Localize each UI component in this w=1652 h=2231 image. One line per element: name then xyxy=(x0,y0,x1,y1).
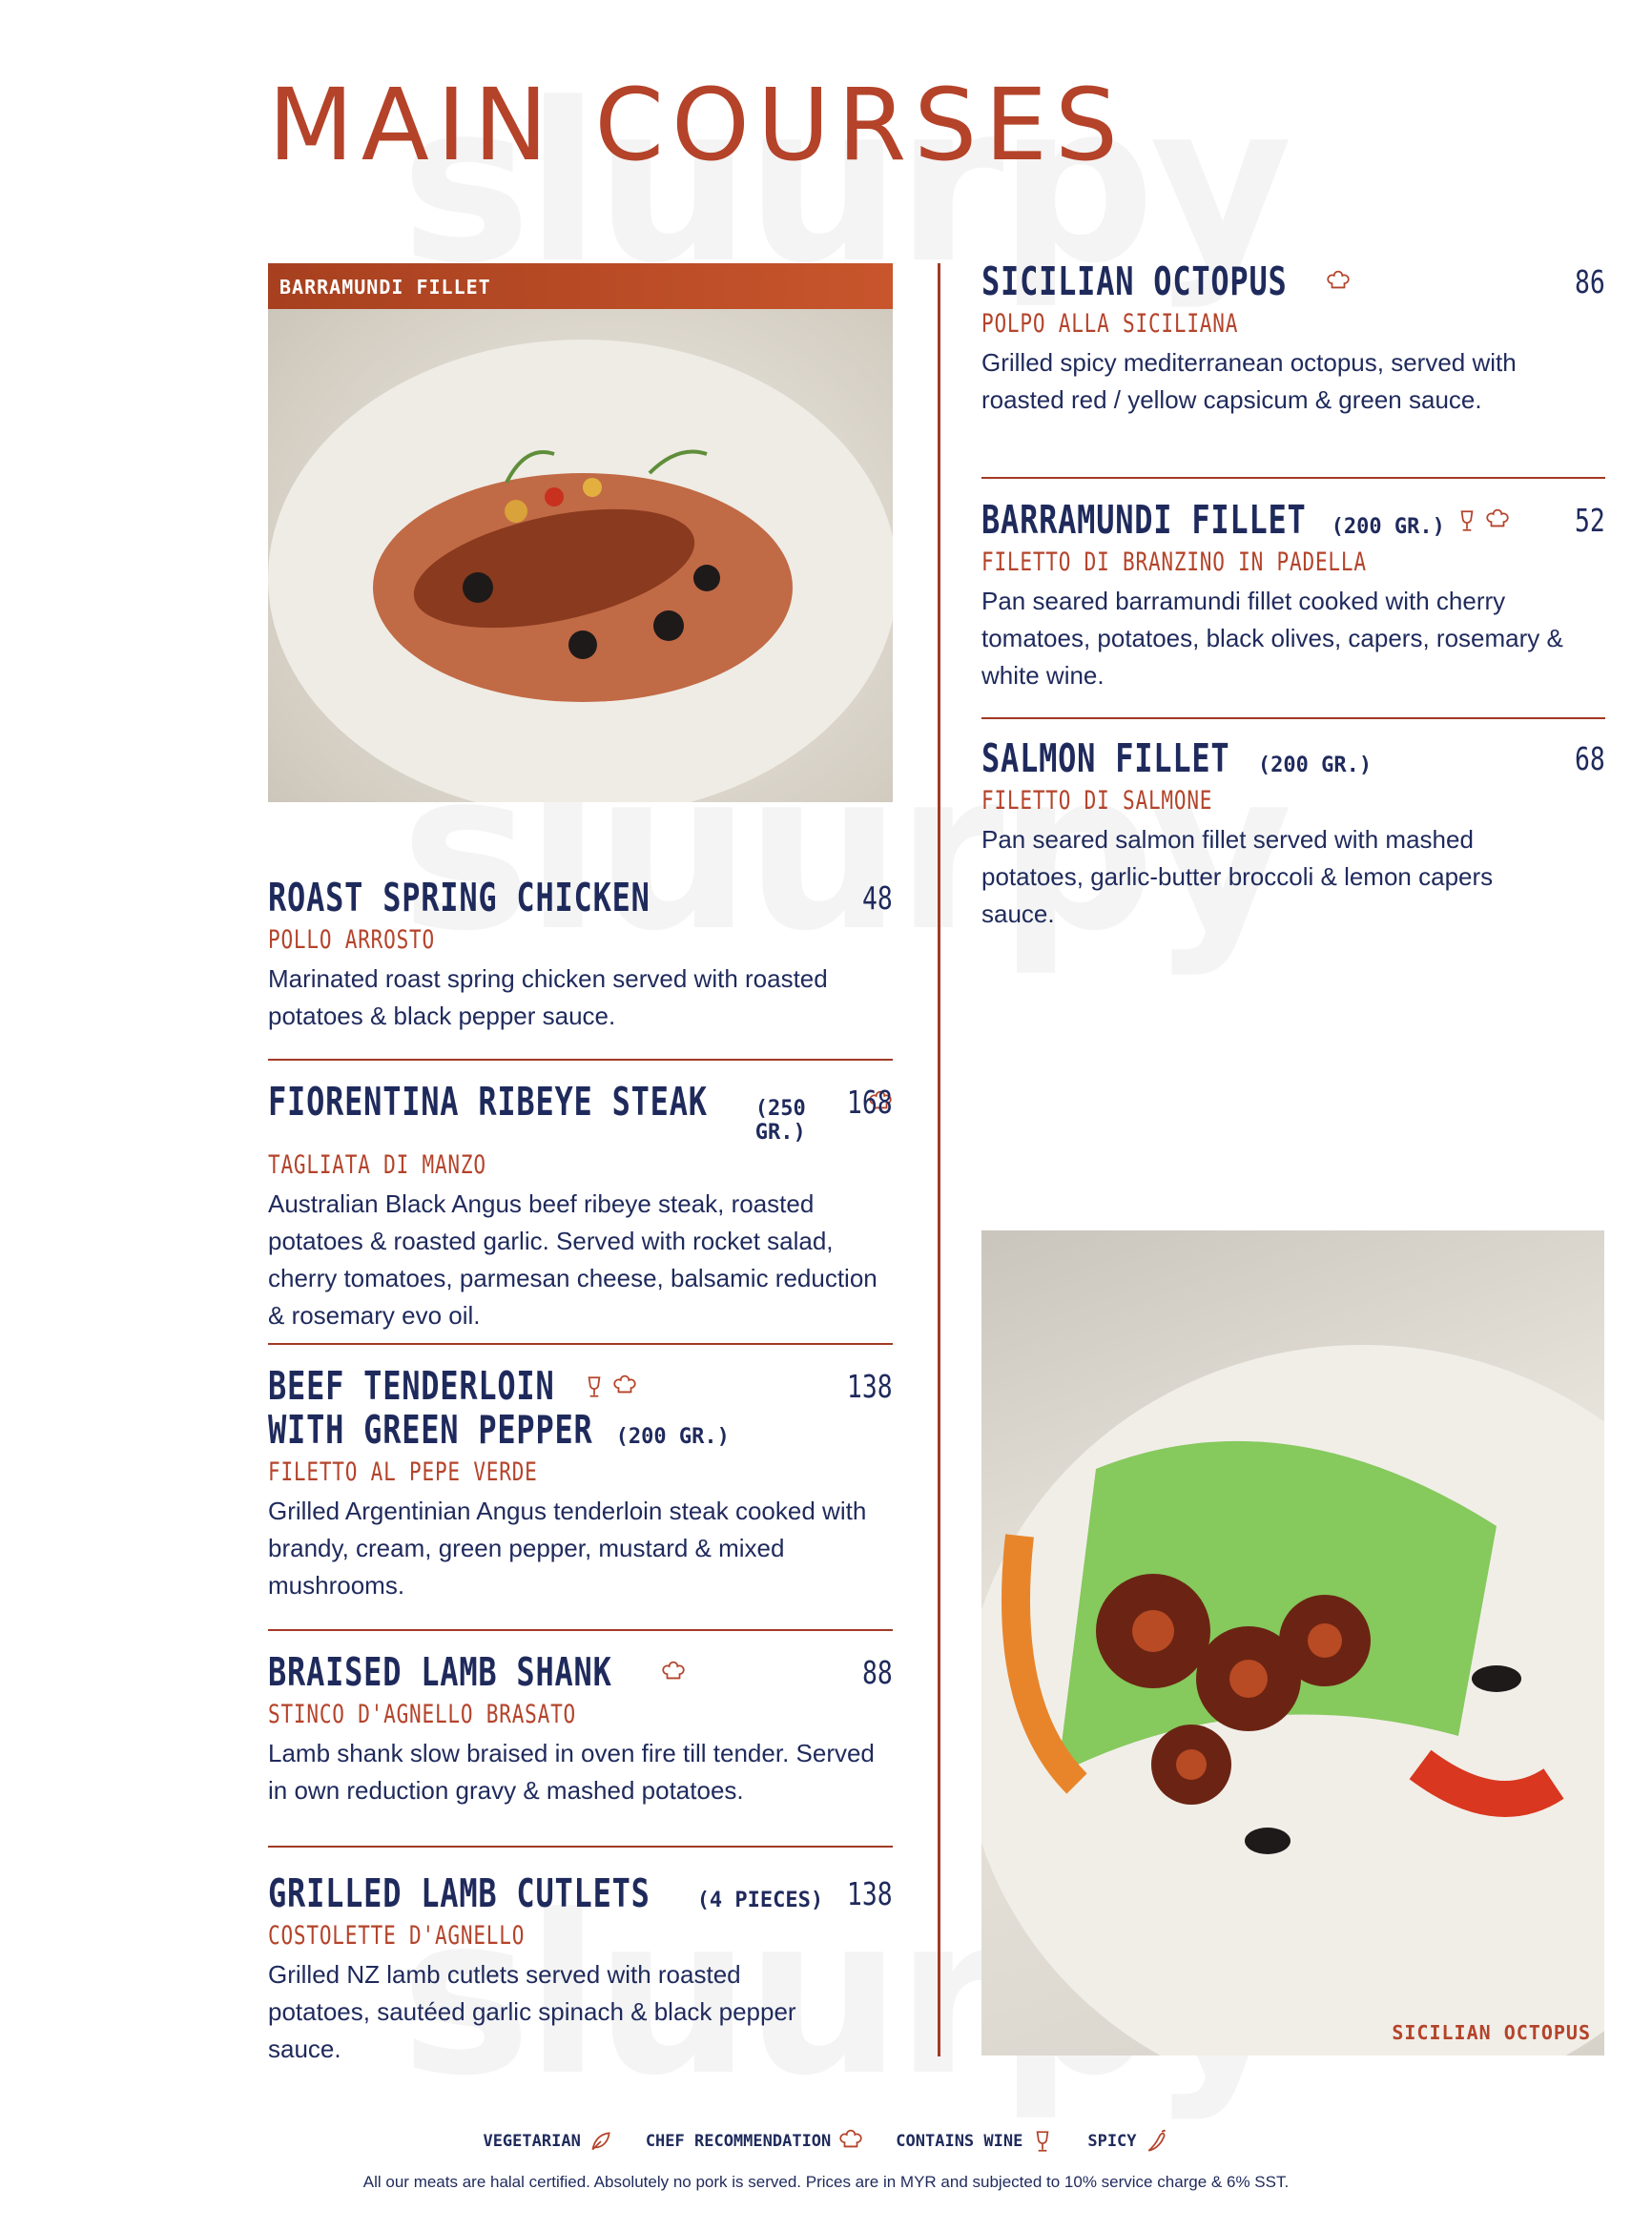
wine-glass-icon xyxy=(582,1374,607,1399)
item-name-line2: WITH GREEN PEPPER xyxy=(268,1407,593,1453)
octopus-photo-caption: SICILIAN OCTOPUS xyxy=(1392,2021,1591,2044)
item-description: Marinated roast spring chicken served with roasted potatoes & black pepper sauce. xyxy=(268,964,828,1030)
item-name: BRAISED LAMB SHANK xyxy=(268,1649,612,1695)
item-italian-name: STINCO D'AGNELLO BRASATO xyxy=(268,1700,577,1729)
item-description: Grilled NZ lamb cutlets served with roasted potatoes, sautéed garlic spinach & black pepper sauce. xyxy=(268,1960,796,2063)
menu-item-beef-tenderloin xyxy=(268,1364,893,1604)
menu-item-sicilian-octopus xyxy=(981,259,1605,419)
legend-spicy: SPICY xyxy=(1087,2129,1168,2154)
item-italian-name: POLPO ALLA SICILIANA xyxy=(981,309,1239,339)
item-italian-name: FILETTO AL PEPE VERDE xyxy=(268,1457,538,1487)
item-description: Lamb shank slow braised in oven fire till tender. Served in own reduction gravy & mashed potatoes. xyxy=(268,1739,875,1805)
item-description: Grilled spicy mediterranean octopus, served with roasted red / yellow capsicum & green sauce. xyxy=(981,348,1517,414)
menu-item-fiorentina-ribeye-steak xyxy=(268,1080,893,1334)
item-divider xyxy=(981,717,1605,719)
chef-hat-icon xyxy=(612,1374,637,1399)
item-name: BARRAMUNDI FILLET xyxy=(981,497,1307,543)
barramundi-photo xyxy=(268,263,893,802)
item-price: 138 xyxy=(847,1368,893,1405)
barramundi-photo-caption: BARRAMUNDI FILLET xyxy=(268,263,893,309)
item-italian-name: COSTOLETTE D'AGNELLO xyxy=(268,1921,526,1951)
legend-contains-wine: CONTAINS WINE xyxy=(896,2129,1055,2154)
item-divider xyxy=(981,477,1605,479)
menu-item-salmon-fillet xyxy=(981,736,1605,933)
item-weight: (200 GR.) xyxy=(1331,515,1445,539)
legend-chef-recommendation: CHEF RECOMMENDATION xyxy=(646,2129,863,2154)
item-weight: (200 GR.) xyxy=(615,1425,730,1449)
menu-item-braised-lamb-shank xyxy=(268,1650,893,1809)
menu-item-barramundi-fillet xyxy=(981,498,1605,694)
octopus-photo xyxy=(981,1230,1604,2055)
menu-item-grilled-lamb-cutlets xyxy=(268,1871,893,2068)
barramundi-illustration xyxy=(268,263,893,802)
chef-hat-icon xyxy=(661,1661,686,1685)
item-name: FIORENTINA RIBEYE STEAK xyxy=(268,1079,708,1125)
item-name: BEEF TENDERLOIN xyxy=(268,1363,555,1409)
leaf-icon xyxy=(589,2129,613,2154)
item-price: 48 xyxy=(862,879,893,917)
item-weight: (250 GR.) xyxy=(754,1097,806,1145)
item-divider xyxy=(268,1343,893,1345)
item-price: 68 xyxy=(1575,740,1605,777)
item-italian-name: FILETTO DI BRANZINO IN PADELLA xyxy=(981,547,1367,577)
item-price: 52 xyxy=(1575,502,1605,539)
item-price: 86 xyxy=(1575,263,1605,300)
chef-hat-icon xyxy=(1485,508,1510,533)
item-description: Pan seared salmon fillet served with mashed potatoes, garlic-butter broccoli & lemon capers sauce. xyxy=(981,825,1494,928)
menu-item-roast-spring-chicken xyxy=(268,876,893,1035)
item-name: GRILLED LAMB CUTLETS xyxy=(268,1870,650,1916)
item-description: Pan seared barramundi fillet cooked with cherry tomatoes, potatoes, black olives, capers, rosemary & white wine. xyxy=(981,587,1563,690)
item-divider xyxy=(268,1629,893,1631)
legend-vegetarian: VEGETARIAN xyxy=(483,2129,612,2154)
item-name: SALMON FILLET xyxy=(981,735,1230,781)
item-weight: (4 PIECES) xyxy=(696,1889,824,1912)
chef-hat-icon xyxy=(838,2129,863,2154)
icon-legend xyxy=(0,2129,1652,2154)
wine-glass-icon xyxy=(1455,508,1479,533)
item-description: Grilled Argentinian Angus tenderloin steak cooked with brandy, cream, green pepper, mustard & mixed mushrooms. xyxy=(268,1497,867,1600)
item-italian-name: POLLO ARROSTO xyxy=(268,925,435,955)
octopus-illustration xyxy=(981,1230,1604,2055)
item-description: Australian Black Angus beef ribeye steak, roasted potatoes & roasted garlic. Served with rocket salad, cherry tomatoes, parmesan cheese, balsamic reduction & rosemary evo oil. xyxy=(268,1189,878,1330)
footnote: All our meats are halal certified. Absolutely no pork is served. Prices are in MYR and subjected to 10% service charge & 6% SST. xyxy=(362,2173,1290,2191)
item-price: 88 xyxy=(862,1654,893,1691)
chili-icon xyxy=(1145,2129,1169,2154)
item-price: 138 xyxy=(847,1875,893,1912)
wine-glass-icon xyxy=(1030,2129,1055,2154)
item-divider xyxy=(268,1846,893,1848)
item-divider xyxy=(268,1059,893,1061)
item-italian-name: TAGLIATA DI MANZO xyxy=(268,1150,486,1180)
item-name: SICILIAN OCTOPUS xyxy=(981,258,1288,304)
page-title: MAIN COURSES xyxy=(268,67,1126,183)
item-italian-name: FILETTO DI SALMONE xyxy=(981,786,1213,816)
item-weight: (200 GR.) xyxy=(1257,754,1373,777)
chef-hat-icon xyxy=(1326,270,1351,295)
column-divider xyxy=(938,263,940,2056)
item-name: ROAST SPRING CHICKEN xyxy=(268,875,650,920)
item-price: 168 xyxy=(847,1084,893,1121)
